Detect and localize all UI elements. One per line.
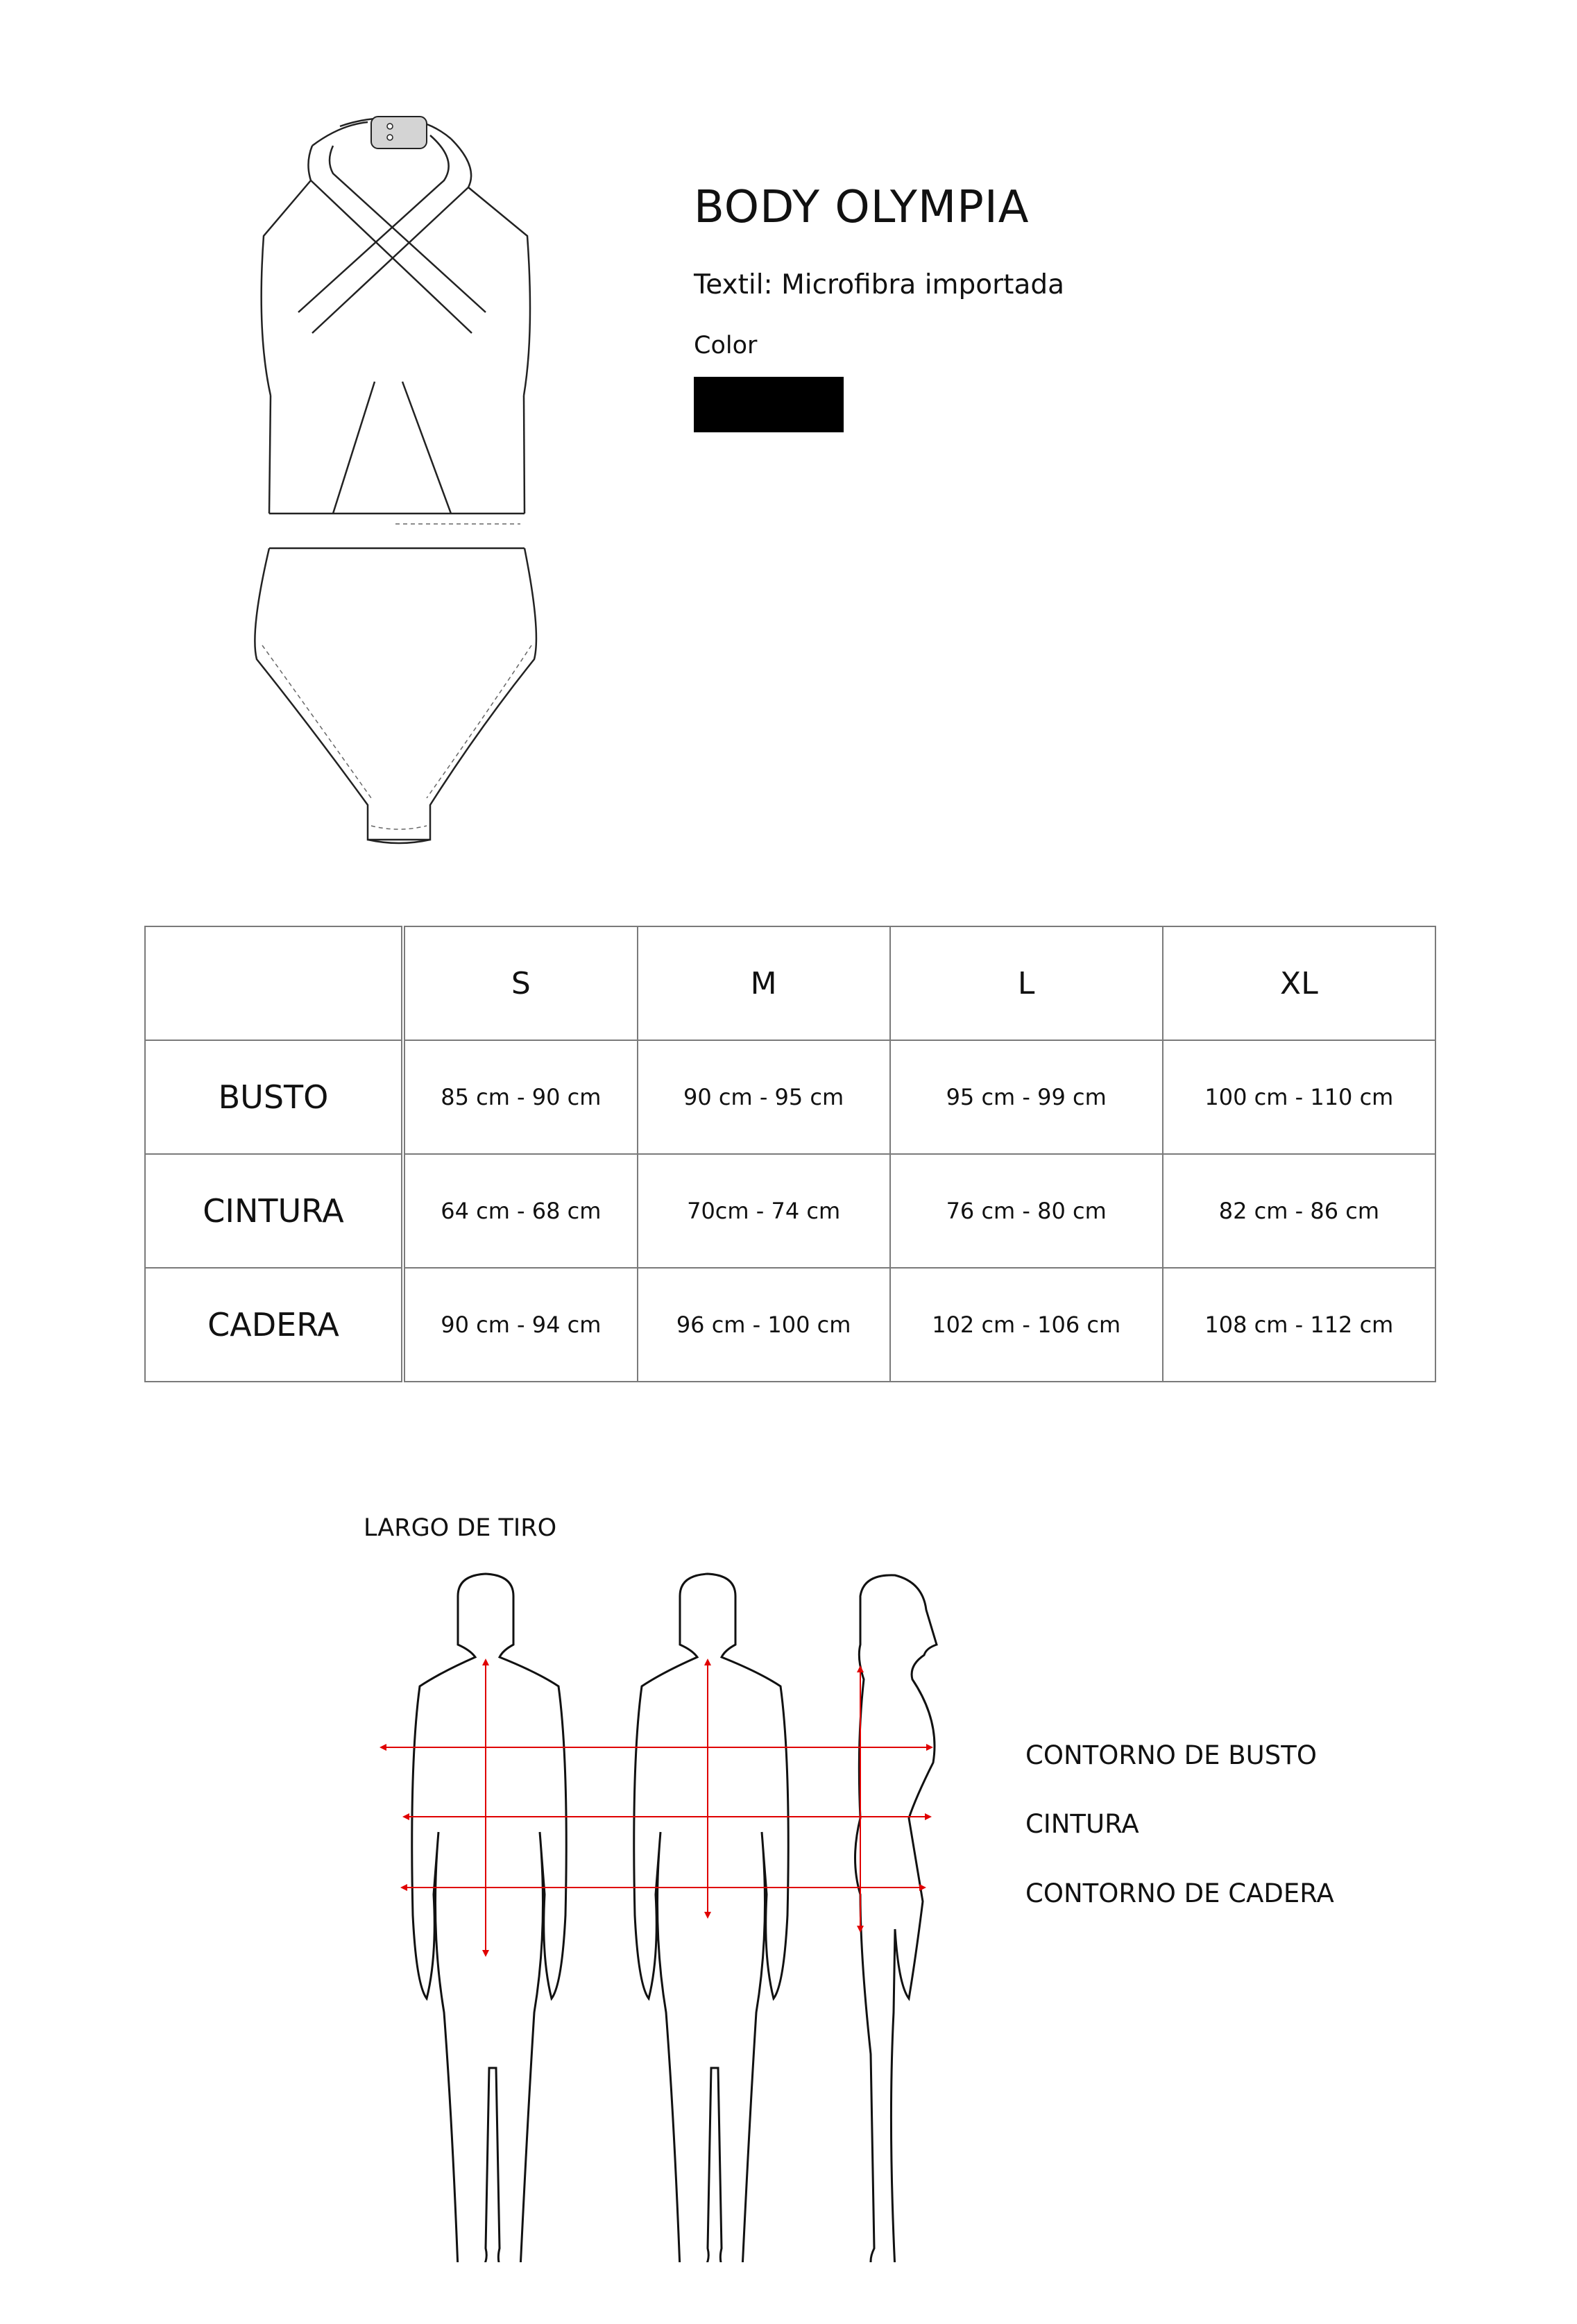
cell-cadera-xl: 108 cm - 112 cm (1163, 1268, 1435, 1382)
row-label-cintura: CINTURA (145, 1154, 403, 1268)
cell-busto-l: 95 cm - 99 cm (890, 1040, 1163, 1154)
cell-cintura-xl: 82 cm - 86 cm (1163, 1154, 1435, 1268)
cell-cintura-l: 76 cm - 80 cm (890, 1154, 1163, 1268)
cell-busto-s: 85 cm - 90 cm (403, 1040, 638, 1154)
size-header-xl: XL (1163, 926, 1435, 1040)
largo-de-tiro-caption: LARGO DE TIRO (364, 1514, 557, 1542)
cell-busto-xl: 100 cm - 110 cm (1163, 1040, 1435, 1154)
size-header-l: L (890, 926, 1163, 1040)
table-corner-cell (145, 926, 403, 1040)
cell-cintura-s: 64 cm - 68 cm (403, 1154, 638, 1268)
color-label: Color (694, 332, 758, 359)
cell-cadera-l: 102 cm - 106 cm (890, 1268, 1163, 1382)
size-header-row (145, 926, 1435, 1040)
size-header-m: M (638, 926, 890, 1040)
label-cintura: CINTURA (1025, 1809, 1139, 1839)
fabric-description: Textil: Microfibra importada (694, 269, 1065, 300)
row-label-busto: BUSTO (145, 1040, 403, 1154)
cell-cadera-m: 96 cm - 100 cm (638, 1268, 890, 1382)
label-contorno-cadera: CONTORNO DE CADERA (1025, 1878, 1334, 1908)
product-title: BODY OLYMPIA (694, 182, 1030, 233)
cell-cadera-s: 90 cm - 94 cm (403, 1268, 638, 1382)
size-chart-table (144, 926, 1436, 1382)
label-contorno-busto: CONTORNO DE BUSTO (1025, 1740, 1317, 1770)
bodysuit-technical-drawing (229, 104, 590, 874)
size-header-s: S (403, 926, 638, 1040)
cell-busto-m: 90 cm - 95 cm (638, 1040, 890, 1154)
body-outlines (412, 1574, 937, 2262)
body-measurement-figures (361, 1568, 985, 2262)
table-row-cintura (145, 1154, 1435, 1268)
color-swatch[interactable] (694, 377, 844, 432)
table-row-cadera (145, 1268, 1435, 1382)
table-row-busto (145, 1040, 1435, 1154)
row-label-cadera: CADERA (145, 1268, 403, 1382)
cell-cintura-m: 70cm - 74 cm (638, 1154, 890, 1268)
